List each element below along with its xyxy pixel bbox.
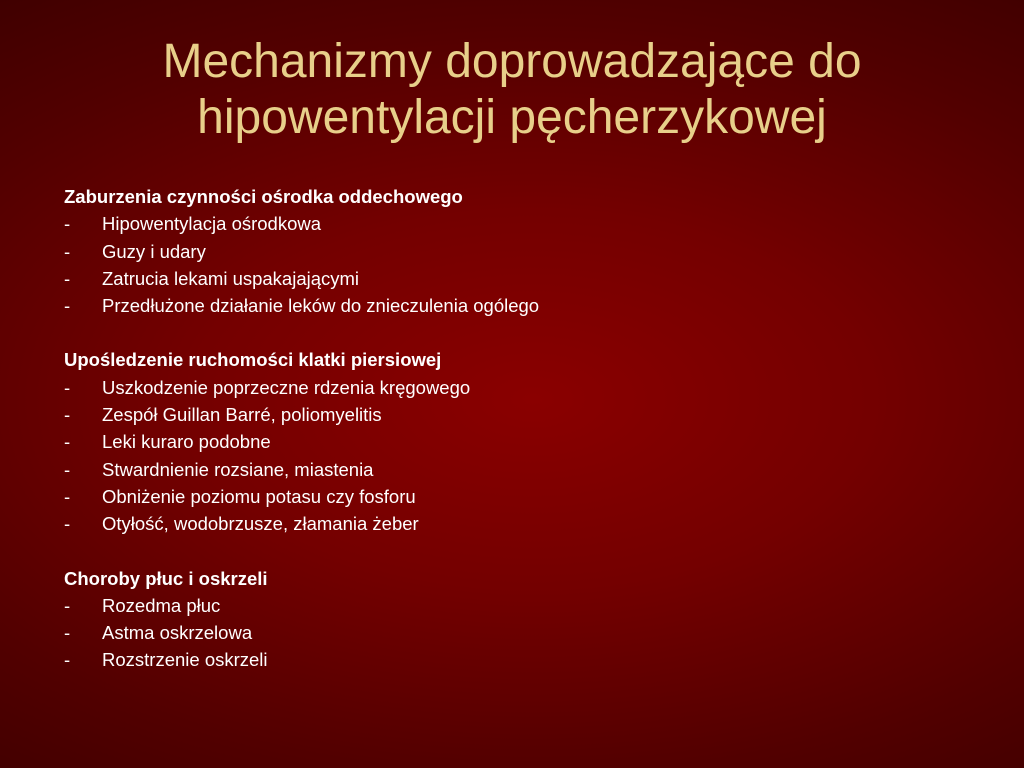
bullet-dash: - — [64, 458, 71, 480]
list-item — [64, 428, 964, 455]
list-item — [64, 456, 964, 483]
list-item — [64, 401, 964, 428]
list-item-text: Guzy i udary — [102, 240, 206, 262]
list-item — [64, 592, 964, 619]
bullet-dash: - — [64, 594, 71, 616]
list-item-text: Leki kuraro podobne — [102, 431, 271, 453]
bullet-dash: - — [64, 213, 71, 235]
bullet-dash: - — [64, 376, 71, 398]
list-item — [64, 265, 964, 292]
list-item — [64, 510, 964, 537]
bullet-dash: - — [64, 622, 71, 644]
list-item-text: Stwardnienie rozsiane, miastenia — [102, 458, 374, 480]
list-item — [64, 619, 964, 646]
title-line-2: hipowentylacji pęcherzykowej — [197, 91, 827, 144]
section-heading: Choroby płuc i oskrzeli — [64, 567, 268, 589]
bullet-dash: - — [64, 485, 71, 507]
section-lung-diseases — [64, 565, 964, 674]
list-item — [64, 374, 964, 401]
section-heading: Upośledzenie ruchomości klatki piersiowej — [64, 349, 442, 371]
list-item-text: Rozstrzenie oskrzeli — [102, 649, 268, 671]
bullet-dash: - — [64, 267, 71, 289]
bullet-dash: - — [64, 513, 71, 535]
list-item-text: Otyłość, wodobrzusze, złamania żeber — [102, 513, 419, 535]
list-item-text: Obniżenie poziomu potasu czy fosforu — [102, 485, 416, 507]
list-item — [64, 483, 964, 510]
list-item-text: Przedłużone działanie leków do znieczulenia ogólego — [102, 295, 540, 317]
list-item-text: Astma oskrzelowa — [102, 622, 253, 644]
bullet-dash: - — [64, 404, 71, 426]
list-item-text: Hipowentylacja ośrodkowa — [102, 213, 322, 235]
section-respiratory-center — [64, 183, 964, 319]
list-item-text: Uszkodzenie poprzeczne rdzenia kręgowego — [102, 376, 471, 398]
section-chest-mobility — [64, 346, 964, 537]
title-line-1: Mechanizmy doprowadzające do — [162, 35, 862, 88]
list-item — [64, 210, 964, 237]
list-item — [64, 292, 964, 319]
list-item-text: Rozedma płuc — [102, 594, 221, 616]
slide-body — [64, 183, 964, 701]
list-item — [64, 238, 964, 265]
bullet-dash: - — [64, 295, 71, 317]
list-item-text: Zatrucia lekami uspakajającymi — [102, 267, 360, 289]
list-item — [64, 646, 964, 673]
section-heading: Zaburzenia czynności ośrodka oddechowego — [64, 186, 463, 207]
bullet-dash: - — [64, 649, 71, 671]
list-item-text: Zespół Guillan Barré, poliomyelitis — [102, 404, 382, 426]
bullet-dash: - — [64, 431, 71, 453]
bullet-dash: - — [64, 240, 71, 262]
slide-title — [40, 34, 984, 146]
